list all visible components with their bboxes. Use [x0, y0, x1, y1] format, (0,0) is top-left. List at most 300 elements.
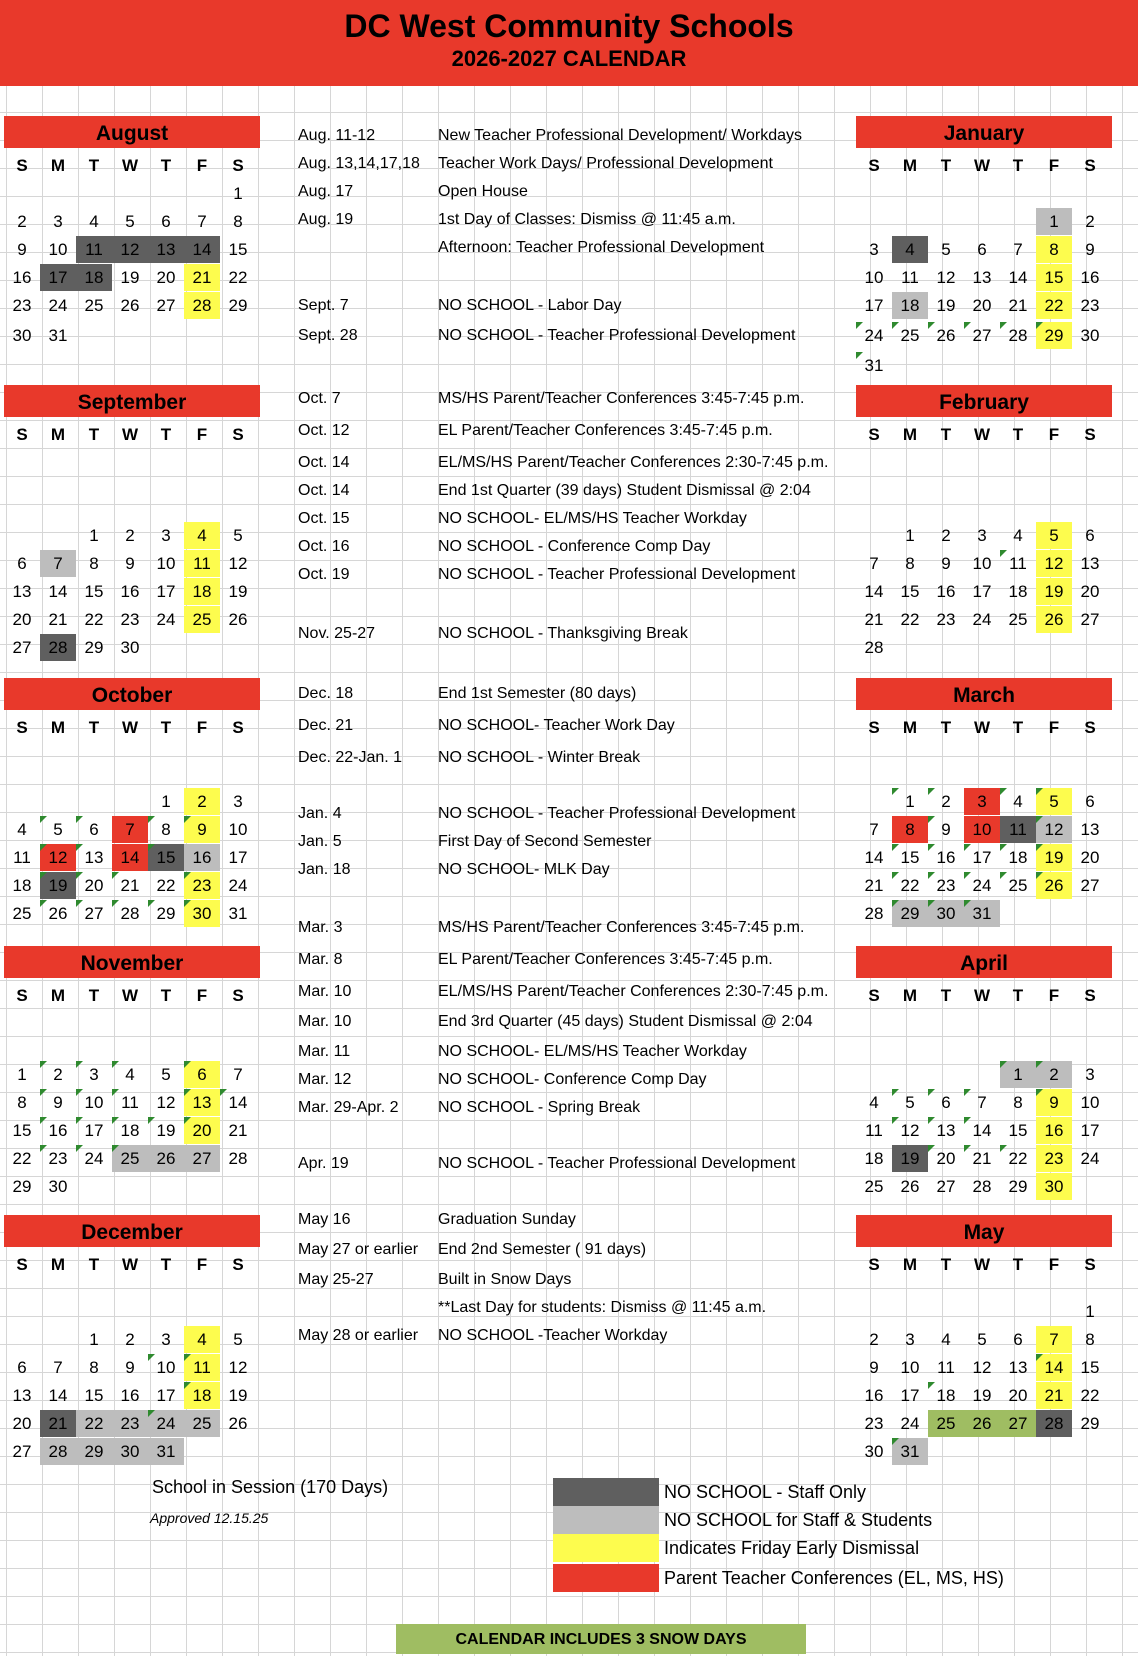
- weekday-label: F: [196, 986, 208, 1005]
- calendar-day: 3: [76, 1061, 112, 1088]
- calendar-day: 20: [928, 1145, 964, 1172]
- event-row: [290, 122, 850, 150]
- calendar-day: 26: [120, 296, 140, 315]
- weekday-label: S: [16, 1255, 28, 1274]
- weekday-label: T: [1012, 1255, 1024, 1274]
- calendar-day: 9: [928, 816, 964, 843]
- calendar-day: 28: [184, 292, 220, 319]
- calendar-day: 25: [184, 1410, 220, 1437]
- event-row: [290, 856, 850, 884]
- event-row: [290, 417, 850, 445]
- calendar-day: 11: [901, 268, 919, 287]
- calendar-day: 28: [864, 904, 884, 923]
- calendar-day: 18: [184, 578, 220, 605]
- calendar-day: 12: [1036, 816, 1072, 843]
- calendar-day: 5: [161, 1065, 171, 1084]
- calendar-day: 15: [84, 582, 104, 601]
- calendar-day: 10: [900, 1358, 920, 1377]
- calendar-day: 12: [156, 1093, 176, 1112]
- event-row: [290, 234, 850, 262]
- calendar-day: 7: [1036, 1326, 1072, 1353]
- event-description: NO SCHOOL - Spring Break: [438, 1099, 641, 1116]
- legend-swatch: [553, 1506, 659, 1534]
- weekday-label: T: [940, 156, 952, 175]
- calendar-day: 8: [1013, 1093, 1023, 1112]
- calendar-day: 13: [1080, 820, 1100, 839]
- calendar-day: 25: [1008, 610, 1028, 629]
- calendar-day: 17: [1080, 1121, 1100, 1140]
- event-row: [290, 620, 850, 648]
- weekday-label: M: [902, 156, 918, 175]
- weekday-label: T: [940, 986, 952, 1005]
- calendar-day: 20: [972, 296, 992, 315]
- calendar-day: 26: [900, 1177, 920, 1196]
- event-description: NO SCHOOL- Conference Comp Day: [438, 1071, 707, 1088]
- calendar-day: 9: [941, 554, 951, 573]
- event-row: [290, 946, 850, 974]
- calendar-day: 1: [892, 788, 928, 815]
- calendar-day: 20: [184, 1117, 220, 1144]
- event-description: NO SCHOOL- EL/MS/HS Teacher Workday: [438, 510, 747, 527]
- calendar-day: 23: [1080, 296, 1100, 315]
- event-row: [290, 292, 850, 320]
- event-date: Nov. 25-27: [298, 625, 376, 642]
- calendar-day: 15: [1008, 1121, 1028, 1140]
- calendar-day: 5: [892, 1089, 928, 1116]
- calendar-day: 13: [12, 582, 32, 601]
- weekday-label: M: [50, 718, 66, 737]
- weekday-label: F: [1048, 156, 1060, 175]
- event-description: EL/MS/HS Parent/Teacher Conferences 2:30-7:45 p.m.: [438, 983, 829, 1000]
- calendar-day: 22: [84, 610, 104, 629]
- calendar-day: 1: [17, 1065, 27, 1084]
- event-row: [290, 150, 850, 178]
- calendar-day: 28: [972, 1177, 992, 1196]
- weekday-label: W: [121, 156, 139, 175]
- calendar-day: 6: [76, 816, 112, 843]
- calendar-day: 13: [1008, 1358, 1028, 1377]
- calendar-day: 31: [856, 352, 892, 379]
- calendar-day: 29: [1080, 1414, 1100, 1433]
- calendar-day: 17: [972, 582, 992, 601]
- calendar-day: 13: [12, 1386, 32, 1405]
- calendar-day: 11: [184, 550, 220, 577]
- calendar-day: 23: [40, 1145, 76, 1172]
- calendar-day: 22: [900, 610, 920, 629]
- event-description: MS/HS Parent/Teacher Conferences 3:45-7:45 p.m.: [438, 919, 805, 936]
- calendar-day: 2: [1036, 1061, 1072, 1088]
- calendar-day: 31: [148, 1438, 184, 1465]
- calendar-day: 27: [156, 296, 176, 315]
- calendar-day: 9: [1085, 240, 1095, 259]
- event-description: NO SCHOOL - Labor Day: [438, 297, 622, 314]
- event-description: End 1st Semester (80 days): [438, 685, 637, 702]
- event-date: Oct. 19: [298, 566, 350, 583]
- event-description: End 2nd Semester ( 91 days): [438, 1241, 647, 1258]
- calendar-day: 29: [84, 638, 104, 657]
- calendar-day: 12: [936, 268, 956, 287]
- calendar-day: 23: [184, 872, 220, 899]
- month-header: August: [4, 116, 260, 148]
- calendar-day: 19: [40, 872, 76, 899]
- weekday-label: F: [1048, 718, 1060, 737]
- calendar-day: 24: [972, 610, 992, 629]
- calendar-day: 21: [1008, 296, 1028, 315]
- calendar-day: 6: [1085, 792, 1095, 811]
- event-row: [290, 828, 850, 856]
- calendar-day: 29: [12, 1177, 32, 1196]
- calendar-day: 24: [148, 1410, 184, 1437]
- calendar-day: 8: [905, 554, 915, 573]
- calendar-day: 15: [900, 582, 920, 601]
- calendar-day: 21: [184, 264, 220, 291]
- calendar-day: 31: [964, 900, 1000, 927]
- calendar-day: 26: [964, 1410, 1000, 1437]
- weekday-label: T: [160, 425, 172, 444]
- calendar-day: 3: [869, 240, 879, 259]
- calendar-day: 12: [40, 844, 76, 871]
- event-description: End 1st Quarter (39 days) Student Dismissal @ 2:04: [438, 482, 811, 499]
- event-description: NO SCHOOL - Teacher Professional Development: [438, 327, 796, 344]
- calendar-day: 14: [184, 236, 220, 263]
- calendar-day: 7: [233, 1065, 243, 1084]
- calendar-day: 30: [928, 900, 964, 927]
- event-row: [290, 533, 850, 561]
- month-header: September: [4, 385, 260, 417]
- event-description: MS/HS Parent/Teacher Conferences 3:45-7:45 p.m.: [438, 390, 805, 407]
- calendar-day: 30: [1036, 1173, 1072, 1200]
- event-date: Aug. 19: [298, 211, 354, 228]
- calendar-day: 20: [76, 872, 112, 899]
- event-row: [290, 1322, 850, 1350]
- calendar-day: 20: [156, 268, 176, 287]
- calendar-day: 5: [40, 816, 76, 843]
- event-date: Mar. 10: [298, 1013, 352, 1030]
- event-date: Mar. 11: [298, 1043, 351, 1060]
- calendar-day: 23: [936, 610, 956, 629]
- calendar-day: 23: [112, 1410, 148, 1437]
- weekday-label: T: [88, 425, 100, 444]
- calendar-day: 5: [1036, 788, 1072, 815]
- calendar-day: 14: [112, 844, 148, 871]
- calendar-day: 14: [964, 1117, 1000, 1144]
- event-date: Jan. 5: [298, 833, 342, 850]
- calendar-day: 10: [228, 820, 248, 839]
- calendar-day: 7: [869, 820, 879, 839]
- calendar-day: 20: [1008, 1386, 1028, 1405]
- school-in-session-note: School in Session (170 Days): [152, 1477, 389, 1497]
- calendar-day: 25: [84, 296, 104, 315]
- calendar-day: 10: [48, 240, 68, 259]
- calendar-day: 13: [1080, 554, 1100, 573]
- calendar-day: 27: [1000, 1410, 1036, 1437]
- event-description: NO SCHOOL - Teacher Professional Development: [438, 566, 796, 583]
- calendar-day: 6: [1085, 526, 1095, 545]
- calendar-day: 29: [1008, 1177, 1028, 1196]
- calendar-day: 19: [936, 296, 956, 315]
- calendar-day: 29: [1036, 322, 1072, 349]
- page-subtitle: 2026-2027 CALENDAR: [451, 46, 687, 71]
- event-date: Aug. 11-12: [298, 127, 376, 144]
- calendar-day: 13: [928, 1117, 964, 1144]
- event-description: NO SCHOOL - Thanksgiving Break: [438, 625, 688, 642]
- calendar-day: 9: [184, 816, 220, 843]
- weekday-label: M: [902, 1255, 918, 1274]
- calendar-day: 9: [17, 240, 27, 259]
- calendar-day: 7: [40, 550, 76, 577]
- calendar-day: 30: [1080, 326, 1100, 345]
- calendar-day: 10: [76, 1089, 112, 1116]
- calendar-day: 25: [864, 1177, 884, 1196]
- calendar-day: 6: [1013, 1330, 1023, 1349]
- calendar-day: 21: [864, 610, 884, 629]
- calendar-day: 19: [892, 1145, 928, 1172]
- weekday-label: F: [1048, 1255, 1060, 1274]
- calendar-day: 7: [1013, 240, 1023, 259]
- calendar-day: 9: [869, 1358, 879, 1377]
- event-date: Aug. 17: [298, 183, 354, 200]
- weekday-label: W: [973, 718, 991, 737]
- weekday-label: T: [160, 718, 172, 737]
- event-description: NO SCHOOL- MLK Day: [438, 861, 610, 878]
- calendar-day: 27: [964, 322, 1000, 349]
- calendar-day: 18: [12, 876, 32, 895]
- calendar-day: 15: [84, 1386, 104, 1405]
- calendar-day: 25: [112, 1145, 148, 1172]
- weekday-label: F: [196, 425, 208, 444]
- calendar-day: 4: [112, 1061, 148, 1088]
- calendar-day: 18: [1008, 582, 1028, 601]
- calendar-day: 22: [1080, 1386, 1100, 1405]
- calendar-day: 23: [120, 610, 140, 629]
- event-date: Oct. 14: [298, 454, 350, 471]
- calendar-day: 6: [977, 240, 987, 259]
- calendar-day: 22: [156, 876, 176, 895]
- calendar-day: 20: [1080, 848, 1100, 867]
- calendar-day: 8: [17, 1093, 27, 1112]
- calendar-day: 23: [12, 296, 32, 315]
- calendar-day: 2: [125, 526, 135, 545]
- calendar-day: 21: [964, 1145, 1000, 1172]
- event-row: [290, 206, 850, 234]
- month-header: May: [856, 1215, 1112, 1247]
- calendar-day: 24: [228, 876, 248, 895]
- event-description: **Last Day for students: Dismiss @ 11:45 a.m.: [438, 1299, 767, 1316]
- event-description: NO SCHOOL - Winter Break: [438, 749, 641, 766]
- calendar-day: 15: [12, 1121, 32, 1140]
- calendar-day: 29: [148, 900, 184, 927]
- calendar-day: 14: [1008, 268, 1028, 287]
- calendar-day: 6: [17, 554, 27, 573]
- weekday-label: T: [1012, 156, 1024, 175]
- weekday-label: S: [1084, 986, 1096, 1005]
- calendar-day: 17: [156, 582, 176, 601]
- calendar-day: 11: [13, 848, 31, 867]
- calendar-day: 11: [1000, 816, 1036, 843]
- calendar-day: 4: [184, 1326, 220, 1353]
- month-header: October: [4, 678, 260, 710]
- calendar-day: 22: [228, 268, 248, 287]
- calendar-day: 19: [148, 1117, 184, 1144]
- event-description: NO SCHOOL- EL/MS/HS Teacher Workday: [438, 1043, 747, 1060]
- event-description: 1st Day of Classes: Dismiss @ 11:45 a.m.: [438, 211, 736, 228]
- calendar-day: 16: [928, 844, 964, 871]
- calendar-day: 17: [156, 1386, 176, 1405]
- calendar-day: 20: [12, 1414, 32, 1433]
- calendar-day: 2: [941, 526, 951, 545]
- calendar-day: 8: [89, 554, 99, 573]
- calendar-day: 28: [1000, 322, 1036, 349]
- calendar-day: 24: [900, 1414, 920, 1433]
- snow-days-banner: CALENDAR INCLUDES 3 SNOW DAYS: [396, 1624, 806, 1654]
- weekday-label: M: [50, 986, 66, 1005]
- calendar-day: 22: [1000, 1145, 1036, 1172]
- calendar-day: 10: [864, 268, 884, 287]
- calendar-day: 25: [1000, 872, 1036, 899]
- calendar-day: 16: [184, 844, 220, 871]
- weekday-label: T: [160, 986, 172, 1005]
- legend-label: NO SCHOOL - Staff Only: [664, 1482, 867, 1502]
- calendar-day: 28: [1036, 1410, 1072, 1437]
- month-header: January: [856, 116, 1112, 148]
- calendar-day: 27: [1080, 876, 1100, 895]
- calendar-day: 14: [48, 582, 68, 601]
- calendar-day: 18: [928, 1382, 964, 1409]
- weekday-label: T: [1012, 425, 1024, 444]
- calendar-day: 15: [1080, 1358, 1100, 1377]
- calendar-day: 10: [1080, 1093, 1100, 1112]
- event-date: May 27 or earlier: [298, 1241, 419, 1258]
- event-date: Mar. 10: [298, 983, 352, 1000]
- calendar-day: 8: [89, 1358, 99, 1377]
- calendar-day: 13: [76, 844, 112, 871]
- calendar-day: 18: [76, 264, 112, 291]
- calendar-day: 5: [977, 1330, 987, 1349]
- calendar-day: 12: [1036, 550, 1072, 577]
- weekday-label: W: [121, 986, 139, 1005]
- calendar-day: 1: [905, 526, 915, 545]
- weekday-label: T: [1012, 986, 1024, 1005]
- weekday-label: S: [16, 718, 28, 737]
- calendar-day: 20: [1080, 582, 1100, 601]
- calendar-day: 7: [197, 212, 207, 231]
- weekday-label: S: [1084, 156, 1096, 175]
- calendar-day: 13: [148, 236, 184, 263]
- event-description: New Teacher Professional Development/ Workdays: [438, 127, 803, 144]
- weekday-label: M: [902, 425, 918, 444]
- event-row: [290, 744, 850, 772]
- calendar-day: 6: [161, 212, 171, 231]
- calendar-day: 11: [112, 1089, 148, 1116]
- calendar-day: 11: [184, 1354, 220, 1381]
- weekday-label: S: [16, 156, 28, 175]
- calendar-day: 28: [40, 634, 76, 661]
- calendar-day: 22: [892, 872, 928, 899]
- calendar-day: 8: [1036, 236, 1072, 263]
- calendar-day: 24: [76, 1145, 112, 1172]
- event-date: Aug. 13,14,17,18: [298, 155, 420, 172]
- calendar-day: 10: [972, 554, 992, 573]
- calendar-day: 9: [125, 1358, 135, 1377]
- calendar-day: 14: [220, 1089, 256, 1116]
- calendar-day: 16: [12, 268, 32, 287]
- calendar-day: 21: [112, 872, 148, 899]
- calendar-day: 3: [53, 212, 63, 231]
- event-description: EL/MS/HS Parent/Teacher Conferences 2:30-7:45 p.m.: [438, 454, 829, 471]
- calendar-day: 19: [228, 582, 248, 601]
- calendar-day: 17: [40, 264, 76, 291]
- weekday-label: S: [16, 425, 28, 444]
- event-date: Dec. 22-Jan. 1: [298, 749, 403, 766]
- calendar-day: 24: [1080, 1149, 1100, 1168]
- calendar-day: 2: [40, 1061, 76, 1088]
- event-date: Oct. 16: [298, 538, 350, 555]
- weekday-label: W: [973, 425, 991, 444]
- event-row: [290, 1150, 850, 1178]
- legend-label: Parent Teacher Conferences (EL, MS, HS): [664, 1568, 1004, 1588]
- calendar-day: 12: [972, 1358, 992, 1377]
- weekday-label: M: [50, 425, 66, 444]
- calendar-day: 19: [120, 268, 140, 287]
- calendar-day: 14: [48, 1386, 68, 1405]
- weekday-label: T: [88, 1255, 100, 1274]
- weekday-label: F: [196, 156, 208, 175]
- calendar-day: 14: [1036, 1354, 1072, 1381]
- calendar-day: 11: [76, 236, 112, 263]
- event-description: NO SCHOOL - Teacher Professional Development: [438, 1155, 796, 1172]
- calendar-day: 6: [184, 1061, 220, 1088]
- event-description: NO SCHOOL- Teacher Work Day: [438, 717, 675, 734]
- calendar-day: 14: [864, 582, 884, 601]
- calendar-day: 29: [228, 296, 248, 315]
- calendar-day: 7: [964, 1089, 1000, 1116]
- calendar-day: 2: [125, 1330, 135, 1349]
- calendar-day: 29: [76, 1438, 112, 1465]
- calendar-day: 26: [228, 1414, 248, 1433]
- calendar-day: 17: [76, 1117, 112, 1144]
- calendar-day: 2: [869, 1330, 879, 1349]
- calendar-day: 24: [856, 322, 892, 349]
- event-row: [290, 322, 850, 350]
- weekday-label: T: [88, 718, 100, 737]
- calendar-day: 21: [228, 1121, 248, 1140]
- weekday-label: W: [121, 425, 139, 444]
- event-date: Mar. 8: [298, 951, 343, 968]
- calendar-day: 19: [228, 1386, 248, 1405]
- event-date: Apr. 19: [298, 1155, 349, 1172]
- weekday-label: S: [1084, 718, 1096, 737]
- calendar-day: 17: [900, 1386, 920, 1405]
- calendar-day: 28: [112, 900, 148, 927]
- calendar-day: 25: [184, 606, 220, 633]
- calendar-day: 7: [869, 554, 879, 573]
- event-row: [290, 1206, 850, 1234]
- calendar-day: 7: [112, 816, 148, 843]
- calendar-day: 10: [964, 816, 1000, 843]
- event-row: [290, 914, 850, 942]
- calendar-day: 1: [1085, 1302, 1095, 1321]
- legend-swatch: [553, 1478, 659, 1506]
- calendar-day: 22: [1036, 292, 1072, 319]
- calendar-day: 30: [112, 1438, 148, 1465]
- calendar-day: 18: [112, 1117, 148, 1144]
- event-date: Sept. 7: [298, 297, 349, 314]
- calendar-day: 6: [17, 1358, 27, 1377]
- calendar-day: 4: [1000, 788, 1036, 815]
- calendar-day: 4: [17, 820, 27, 839]
- calendar-day: 31: [228, 904, 248, 923]
- event-row: [290, 680, 850, 708]
